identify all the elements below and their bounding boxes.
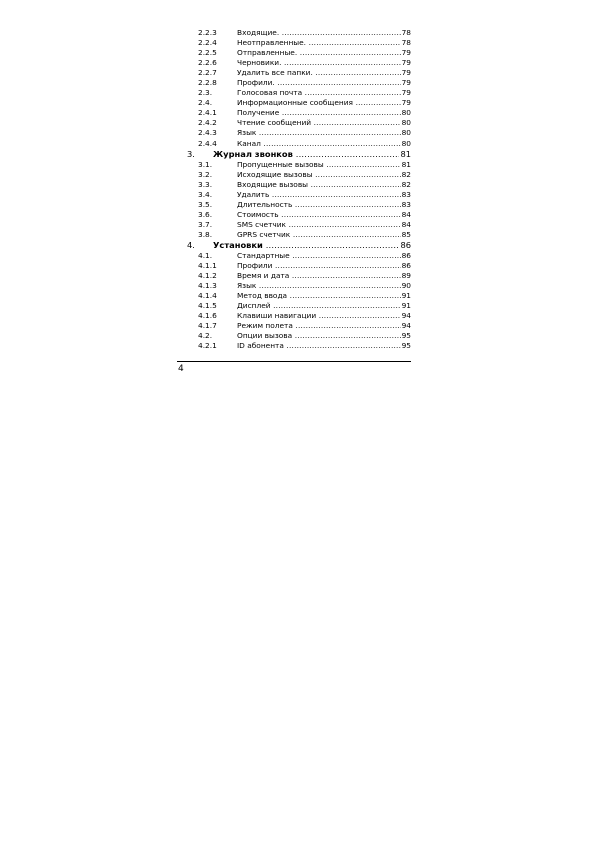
toc-entry [178, 28, 411, 38]
toc-entry [178, 38, 411, 48]
toc-entry-label: Дисплей [237, 301, 271, 311]
toc-entry-title [213, 149, 399, 160]
toc-entry-number: 3.5. [198, 199, 213, 209]
toc-entry-title [237, 210, 401, 220]
toc-entry-title [237, 108, 401, 118]
toc-entry [178, 251, 411, 261]
toc-entry-label: Получение [237, 108, 280, 118]
toc-entry-page: 95 [401, 331, 411, 341]
toc-entry-label: GPRS счетчик [237, 229, 291, 239]
toc-entry-title [237, 331, 401, 341]
toc-entry [178, 271, 411, 281]
toc-entry-page: 81 [400, 148, 411, 159]
toc-entry-number: 4.2. [198, 331, 213, 341]
toc-entry-title [237, 251, 401, 261]
toc-entry-number: 2.4.3 [198, 128, 217, 138]
toc-entry-label: Стандартные [237, 250, 290, 260]
toc-entry [178, 200, 411, 210]
toc-entry-number: 2.2.6 [198, 58, 217, 68]
toc-entry-page: 86 [400, 239, 411, 250]
table-of-contents [178, 28, 411, 351]
toc-entry-number: 4. [187, 239, 195, 250]
toc-entry-page: 79 [401, 78, 411, 88]
toc-entry-page: 90 [401, 281, 411, 291]
toc-entry-number: 2.4.2 [198, 118, 217, 128]
toc-entry-title [237, 68, 401, 78]
toc-entry-title [237, 88, 401, 98]
toc-entry-page: 80 [401, 118, 411, 128]
toc-entry [178, 170, 411, 180]
toc-entry-title [237, 28, 401, 38]
toc-entry-number: 2.4. [198, 98, 213, 108]
toc-entry-number: 3.8. [198, 229, 213, 239]
toc-entry-page: 83 [401, 189, 411, 199]
toc-entry-number: 2.2.4 [198, 38, 217, 48]
toc-entry-label: Режим полета [237, 321, 293, 331]
toc-entry-number: 4.1.4 [198, 291, 217, 301]
toc-entry-number: 4.1.2 [198, 271, 217, 281]
toc-entry-title [237, 170, 401, 180]
toc-entry-label: Время и дата [237, 271, 290, 281]
toc-entry-number: 3.4. [198, 189, 213, 199]
toc-entry-number: 3.1. [198, 159, 213, 169]
toc-entry-label: Входящие вызовы [237, 179, 309, 189]
toc-entry [178, 180, 411, 190]
toc-entry-label: SMS счетчик [237, 219, 287, 229]
toc-entry-title [237, 281, 401, 291]
toc-entry-title [237, 48, 401, 58]
toc-entry-page: 85 [401, 229, 411, 239]
toc-chapter-entry [178, 149, 411, 160]
toc-entry [178, 128, 411, 138]
toc-entry-title [237, 78, 401, 88]
toc-entry [178, 210, 411, 220]
toc-entry-page: 86 [401, 250, 411, 260]
toc-entry [178, 190, 411, 200]
toc-entry-title [237, 311, 401, 321]
toc-entry-number: 2.2.3 [198, 28, 217, 37]
toc-entry-page: 91 [401, 291, 411, 301]
toc-entry [178, 321, 411, 331]
toc-entry-title [237, 291, 401, 301]
toc-entry-title [237, 180, 401, 190]
toc-entry-number: 3. [187, 148, 195, 159]
toc-entry-page: 79 [401, 48, 411, 58]
toc-entry-title [237, 38, 401, 48]
toc-entry-label: Входящие. [237, 28, 280, 37]
toc-entry-label: Исходящие вызовы [237, 169, 313, 179]
toc-entry-page: 81 [401, 159, 411, 169]
toc-entry-number: 2.2.7 [198, 68, 217, 78]
toc-entry-page: 86 [401, 260, 411, 270]
toc-entry-title [237, 139, 401, 149]
toc-entry-number: 4.1.1 [198, 260, 217, 270]
toc-chapter-entry [178, 240, 411, 251]
toc-entry [178, 139, 411, 149]
toc-entry-title [237, 200, 401, 210]
toc-entry [178, 98, 411, 108]
toc-entry-label: Чтение сообщений [237, 118, 312, 128]
toc-entry-number: 2.2.8 [198, 78, 217, 88]
toc-entry-label: Пропущенные вызовы [237, 159, 324, 169]
toc-entry-title [237, 321, 401, 331]
toc-entry-title [237, 98, 401, 108]
toc-entry-page: 79 [401, 68, 411, 78]
toc-entry [178, 88, 411, 98]
toc-entry-page: 89 [401, 271, 411, 281]
toc-entry-title [237, 128, 401, 138]
toc-entry-page: 84 [401, 219, 411, 229]
toc-entry-number: 4.1. [198, 250, 213, 260]
toc-entry [178, 341, 411, 351]
toc-entry-page: 83 [401, 199, 411, 209]
toc-entry [178, 160, 411, 170]
toc-entry-page: 80 [401, 128, 411, 138]
toc-entry-number: 4.1.5 [198, 301, 217, 311]
footer-divider [177, 361, 411, 362]
toc-entry-page: 78 [401, 38, 411, 48]
toc-entry-page: 78 [401, 28, 411, 37]
toc-entry-number: 2.2.5 [198, 48, 217, 58]
toc-entry [178, 261, 411, 271]
toc-entry-number: 4.2.1 [198, 341, 217, 351]
toc-entry-page: 79 [401, 98, 411, 108]
toc-entry [178, 68, 411, 78]
toc-entry-number: 2.4.4 [198, 138, 217, 148]
toc-entry-page: 94 [401, 311, 411, 321]
toc-entry-label: Профили. [237, 78, 275, 88]
toc-entry-title [237, 341, 401, 351]
toc-entry-number: 2.3. [198, 88, 213, 98]
toc-entry-label: Голосовая почта [237, 88, 303, 98]
toc-entry-page: 91 [401, 301, 411, 311]
toc-entry-page: 80 [401, 138, 411, 148]
toc-entry-label: Клавиши навигации [237, 311, 317, 321]
toc-entry [178, 291, 411, 301]
toc-entry-label: Неотправленные. [237, 38, 307, 48]
toc-entry [178, 230, 411, 240]
toc-entry-title [237, 58, 401, 68]
toc-entry [178, 78, 411, 88]
toc-entry-label: ID абонента [237, 341, 284, 351]
toc-entry-label: Канал [237, 138, 261, 148]
toc-entry-label: Информационные сообщения [237, 98, 354, 108]
toc-entry [178, 311, 411, 321]
toc-entry-title [237, 160, 401, 170]
toc-entry-page: 79 [401, 58, 411, 68]
toc-entry-page: 80 [401, 108, 411, 118]
toc-entry-number: 3.2. [198, 169, 213, 179]
toc-entry [178, 48, 411, 58]
toc-entry [178, 118, 411, 128]
toc-entry-number: 4.1.3 [198, 281, 217, 291]
toc-entry-page: 79 [401, 88, 411, 98]
toc-entry-label: Язык [237, 128, 257, 138]
toc-entry-label: Язык [237, 281, 257, 291]
toc-entry-page: 82 [401, 179, 411, 189]
toc-entry-page: 95 [401, 341, 411, 351]
toc-entry-number: 2.4.1 [198, 108, 217, 118]
toc-entry [178, 281, 411, 291]
toc-entry-title [237, 261, 401, 271]
toc-entry-label: Удалить все папки. [237, 68, 313, 78]
toc-entry [178, 108, 411, 118]
toc-entry-number: 3.3. [198, 179, 213, 189]
toc-entry-page: 94 [401, 321, 411, 331]
toc-entry [178, 220, 411, 230]
toc-entry-label: Установки [213, 239, 263, 250]
toc-entry-label: Черновики. [237, 58, 282, 68]
toc-entry-label: Стоимость [237, 209, 279, 219]
toc-entry [178, 331, 411, 341]
toc-entry-page: 84 [401, 209, 411, 219]
toc-entry-label: Метод ввода [237, 291, 288, 301]
toc-entry-title [237, 118, 401, 128]
toc-entry-number: 4.1.7 [198, 321, 217, 331]
toc-entry [178, 301, 411, 311]
toc-entry-title [237, 190, 401, 200]
toc-entry-label: Отправленные. [237, 48, 298, 58]
page-number: 4 [178, 364, 184, 374]
toc-entry-title [237, 220, 401, 230]
toc-entry-title [237, 230, 401, 240]
toc-entry-label: Опции вызова [237, 331, 293, 341]
toc-entry-label: Журнал звонков [213, 148, 293, 159]
toc-entry-label: Длительность [237, 199, 293, 209]
toc-entry-title [237, 301, 401, 311]
toc-entry-label: Профили [237, 260, 273, 270]
toc-entry-label: Удалить [237, 189, 270, 199]
toc-entry-title [213, 240, 399, 251]
toc-entry-page: 82 [401, 169, 411, 179]
toc-entry-number: 4.1.6 [198, 311, 217, 321]
toc-entry-number: 3.7. [198, 219, 213, 229]
toc-entry [178, 58, 411, 68]
toc-entry-number: 3.6. [198, 209, 213, 219]
toc-entry-title [237, 271, 401, 281]
